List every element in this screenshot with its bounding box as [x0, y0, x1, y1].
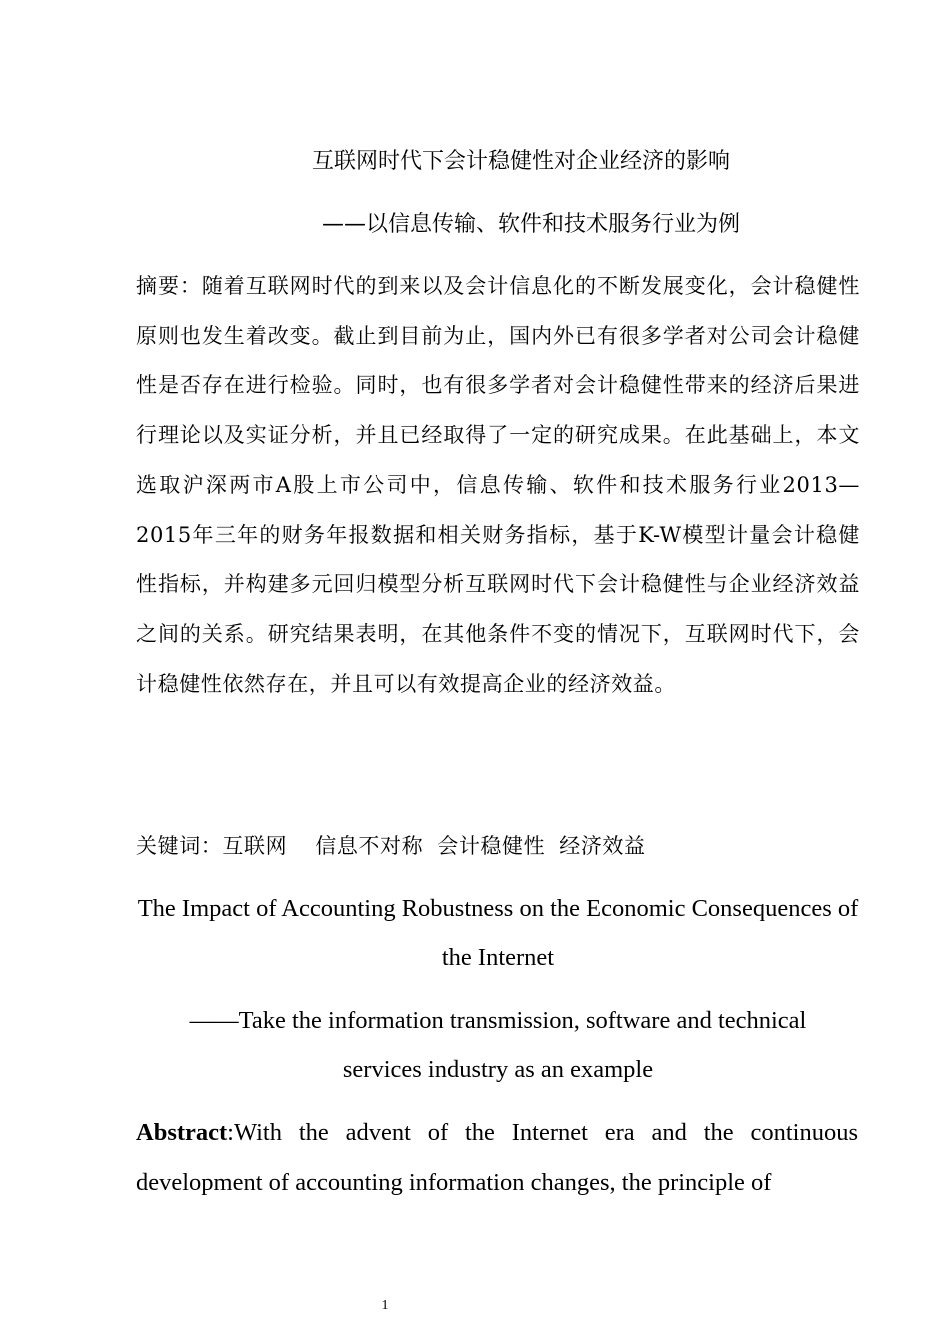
english-subtitle: ——Take the information transmission, software and technical services industry as an example [189, 1007, 807, 1083]
page-number: 1 [381, 1298, 389, 1313]
keywords-label-cn: 关键词： [136, 834, 223, 858]
keyword: 会计稳健性 [437, 834, 546, 858]
keyword: 信息不对称 [315, 834, 424, 858]
chinese-keywords [136, 822, 860, 872]
chinese-subtitle: ——以信息传输、软件和技术服务行业为例 [321, 212, 740, 237]
keyword: 互联网 [222, 834, 288, 858]
english-title: The Impact of Accounting Robustness on the Economic Consequences of the Internet [137, 895, 859, 971]
abstract-label-cn: 摘要： [136, 274, 202, 298]
abstract-label-en: Abstract [136, 1119, 228, 1146]
keyword: 经济效益 [559, 834, 646, 858]
abstract-text-en: :With the advent of the Internet era and the continuous development of accounting information changes, the principle of [136, 1119, 858, 1196]
english-abstract [136, 1108, 858, 1207]
chinese-title: 互联网时代下会计稳健性对企业经济的影响 [311, 149, 730, 174]
abstract-text-cn: 随着互联网时代的到来以及会计信息化的不断发展变化，会计稳健性原则也发生着改变。截止到目前为止，国内外已有很多学者对公司会计稳健性是否存在进行检验。同时，也有很多学者对会计稳健性带来的经济后果进行理论以及实证分析，并且已经取得了一定的研究成果。在此基础上，本文选取沪深两市A股上市公司中，信息传输、软件和技术服务行业2013—2015年三年的财务年报数据和相关财务指标，基于K-W模型计量会计稳健性指标，并构建多元回归模型分析互联网时代下会计稳健性与企业经济效益之间的关系。研究结果表明，在其他条件不变的情况下，互联网时代下，会计稳健性依然存在，并且可以有效提高企业的经济效益。 [136, 274, 860, 696]
chinese-abstract [136, 262, 860, 709]
